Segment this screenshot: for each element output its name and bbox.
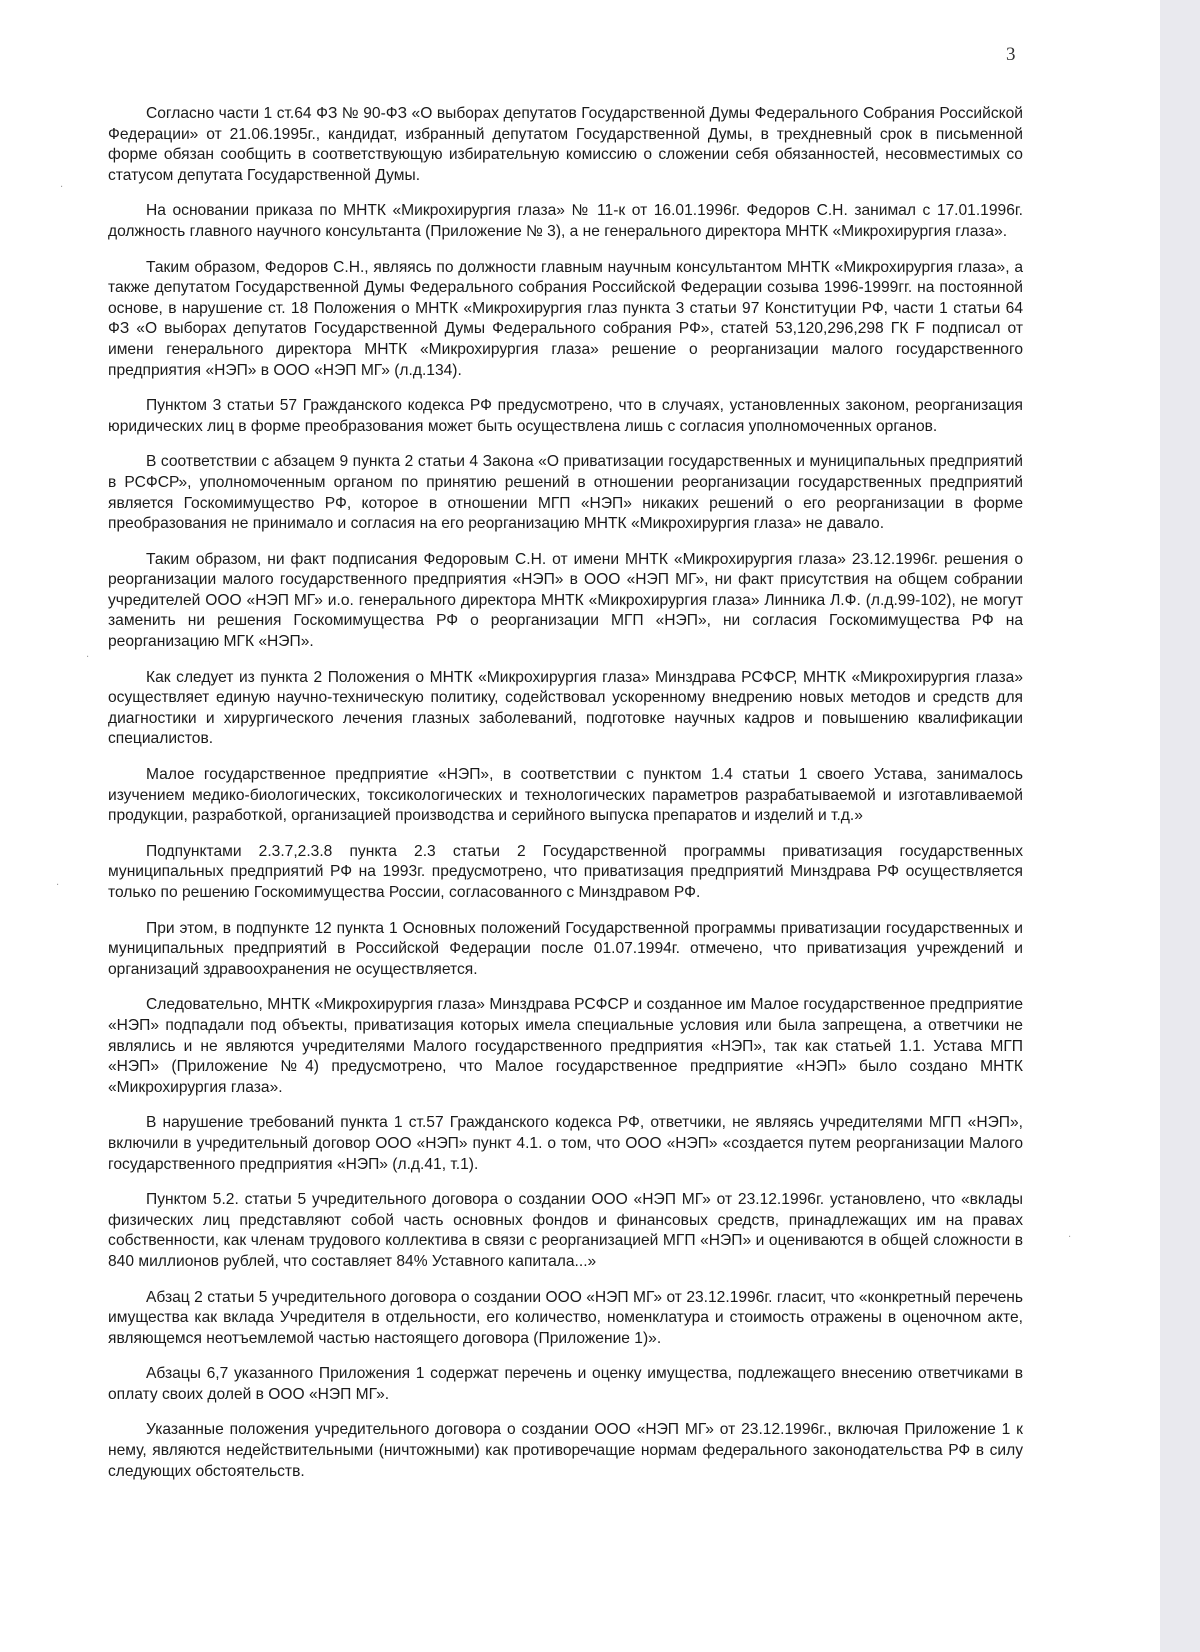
paragraph-2: На основании приказа по МНТК «Микрохирургия глаза» № 11-к от 16.01.1996г. Федоров С.Н. занимал с 17.01.1996г. должность главного научного консультанта (Приложение № 3), а не генерального директора МНТК «Микрохирургия глаза». [108, 202, 1023, 240]
paragraph-11: Следовательно, МНТК «Микрохирургия глаза» Минздрава РСФСР и созданное им Малое государственное предприятие «НЭП» подпадали под объекты, приватизация которых имела специальные условия или была запрещена, а ответчики не являлись и не являются учредителями Малого государственного предприятия «НЭП», так как статьей 1.1. Устава МГП «НЭП» (Приложение №4) предусмотрено, что Малое государственное предприятие «НЭП» было создано МНТК «Микрохирургия глаза». [108, 996, 1023, 1096]
paragraph-6: Таким образом, ни факт подписания Федоровым С.Н. от имени МНТК «Микрохирургия глаза» 23.12.1996г. решения о реорганизации малого государственного предприятия «НЭП» в ООО «НЭП МГ», ни факт присутствия на общем собрании учредителей ООО «НЭП МГ» и.о. генерального директора МНТК «Микрохирургия глаза» Линника Л.Ф. (л.д.99-102), не могут заменить ни решения Госкомимущества РФ о реорганизации МГП «НЭП», ни согласия Госкомимущества РФ на реорганизацию МГК «НЭП». [108, 550, 1023, 651]
paragraph-15: Абзацы 6,7 указанного Приложения 1 содержат перечень и оценку имущества, подлежащего внесению ответчиками в оплату своих долей в ООО «НЭП МГ». [108, 1365, 1023, 1403]
paragraph-5: В соответствии с абзацем 9 пункта 2 статьи 4 Закона «О приватизации государственных и муниципальных предприятий в РСФСР», уполномоченным органом по принятию решений в отношении реорганизации государственных предприятий является Госкомимущество РФ, которое в отношении МГП «НЭП» никаких решений о его реорганизации в форме преобразования не принимало и согласия на его реорганизацию МНТК «Микрохирургия глаза» не давало. [108, 453, 1023, 533]
paragraph-12: В нарушение требований пункта 1 ст.57 Гражданского кодекса РФ, ответчики, не являясь учредителями МГП «НЭП», включили в учредительный договор ООО «НЭП» пункт 4.1. о том, что ООО «НЭП» «создается путем реорганизации Малого государственного предприятия «НЭП» (л.д.41, т.1). [108, 1114, 1023, 1173]
document-body [108, 104, 1023, 1497]
paragraph-7: Как следует из пункта 2 Положения о МНТК «Микрохирургия глаза» Минздрава РСФСР, МНТК «Микрохирургия глаза» осуществляет единую научно-техническую политику, содействовал ускоренному внедрению новых методов и средств для диагностики и хирургического лечения глазных заболеваний, подготовке научных кадров и повышению квалификации специалистов. [108, 668, 1023, 748]
page-number: 3 [1006, 44, 1016, 65]
scan-speck: · [86, 652, 90, 663]
paragraph-8: Малое государственное предприятие «НЭП», в соответствии с пунктом 1.4 статьи 1 своего Устава, занималось изучением медико-биологических, токсикологических и технологических параметров разрабатываемой и изготавливаемой продукции, разработкой, организацией производства и серийного выпуска препаратов и изделий и т.д.» [108, 766, 1023, 825]
paragraph-16: Указанные положения учредительного договора о создании ООО «НЭП МГ» от 23.12.1996г., включая Приложение 1 к нему, являются недействительными (ничтожными) как противоречащие нормам федерального законодательства РФ в силу следующих обстоятельств. [108, 1421, 1023, 1480]
paragraph-1: Согласно части 1 ст.64 ФЗ № 90-ФЗ «О выборах депутатов Государственной Думы Федерального Собрания Российской Федерации» от 21.06.1995г., кандидат, избранный депутатом Государственной Думы, в трехдневный срок в письменной форме обязан сообщить в соответствующую избирательную комиссию о сложении себя обязанностей, несовместимых со статусом депутата Государственной Думы. [108, 105, 1023, 184]
paragraph-4: Пунктом 3 статьи 57 Гражданского кодекса РФ предусмотрено, что в случаях, установленных законом, реорганизация юридических лиц в форме преобразования может быть осуществлена лишь с согласия уполномоченных органов. [108, 397, 1023, 435]
scan-speck: · [56, 880, 60, 891]
paragraph-3: Таким образом, Федоров С.Н., являясь по должности главным научным консультантом МНТК «Микрохирургия глаза», а также депутатом Государственной Думы Федерального собрания Российской Федерации созыва 1996-1999гг. на постоянной основе, в нарушение ст. 18 Положения о МНТК «Микрохирургия глаз пункта 3 статьи 97 Конституции РФ, части 1 статьи 64 ФЗ «О выборах депутатов Государственной Думы Федерального собрания РФ», статей 53,120,296,298 ГК F подписал от имени генерального директора МНТК «Микрохирургия глаза» решение о реорганизации малого государственного предприятия «НЭП» в ООО «НЭП МГ» (л.д.134). [108, 258, 1023, 379]
scan-speck: · [1068, 1232, 1072, 1243]
paragraph-14: Абзац 2 статьи 5 учредительного договора о создании ООО «НЭП МГ» от 23.12.1996г. гласит, что «конкретный перечень имущества как вклада Учредителя в отдельности, его количество, номенклатура и стоимость отражены в оценочном акте, являющемся неотъемлемой частью настоящего договора (Приложение 1)». [108, 1288, 1023, 1347]
paragraph-10: При этом, в подпункте 12 пункта 1 Основных положений Государственной программы приватизации государственных и муниципальных предприятий в Российской Федерации после 01.07.1994г. отмечено, что приватизация учреждений и организаций здравоохранения не осуществляется. [108, 919, 1023, 978]
paragraph-13: Пунктом 5.2. статьи 5 учредительного договора о создании ООО «НЭП МГ» от 23.12.1996г. установлено, что «вклады физических лиц представляют собой часть основных фондов и финансовых средств, принадлежащих им на правах собственности, как членам трудового коллектива в связи с реорганизацией МГП «НЭП» и оцениваются в общей сложности в 840 миллионов рублей, что составляет 84% Уставного капитала...» [108, 1191, 1023, 1270]
paragraph-9: Подпунктами 2.3.7,2.3.8 пункта 2.3 статьи 2 Государственной программы приватизация государственных муниципальных предприятий РФ на 1993г. предусмотрено, что приватизация предприятий Минздрава РФ осуществляется только по решению Госкомимущества России, согласованного с Минздравом РФ. [108, 842, 1023, 901]
scan-edge [1160, 0, 1200, 1652]
scan-speck: · [60, 182, 64, 193]
